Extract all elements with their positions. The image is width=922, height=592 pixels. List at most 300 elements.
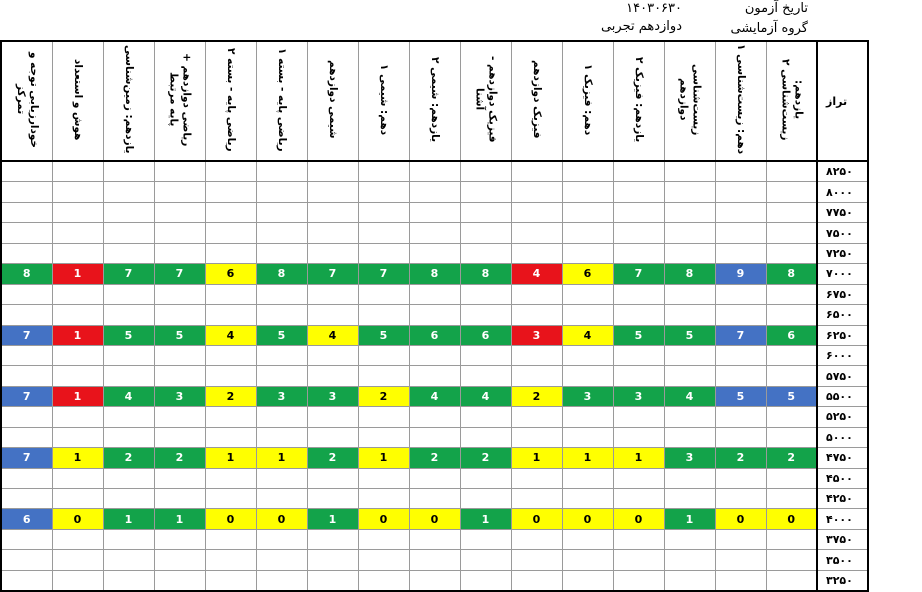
grade-cell: [715, 223, 766, 243]
grade-cell: 3: [511, 325, 562, 345]
grade-cell: [1, 427, 52, 447]
grade-cell: [205, 243, 256, 263]
table-row: [1, 161, 868, 182]
grade-cell: [154, 243, 205, 263]
subject-header: [1, 41, 52, 161]
grade-cell: 7: [1, 448, 52, 468]
subject-header: [715, 41, 766, 161]
grade-cell: [52, 243, 103, 263]
grade-cell: [358, 529, 409, 549]
grade-cell: [307, 243, 358, 263]
grade-cell: 1: [256, 448, 307, 468]
grade-cell: [715, 570, 766, 591]
grade-cell: 5: [613, 325, 664, 345]
grade-cell: 6: [1, 509, 52, 529]
grade-cell: [358, 305, 409, 325]
grade-cell: 1: [205, 448, 256, 468]
score-value: ۵۵۰۰: [817, 386, 868, 406]
grade-cell: [307, 427, 358, 447]
grade-cell: [460, 161, 511, 182]
grade-cell: [613, 468, 664, 488]
grade-cell: 4: [409, 386, 460, 406]
grade-cell: 8: [409, 264, 460, 284]
grade-cell: [256, 570, 307, 591]
grade-cell: 3: [307, 386, 358, 406]
subject-header-label: دهم: شیمی ۱: [378, 63, 390, 136]
grade-cell: 6: [562, 264, 613, 284]
subject-header-label: یازدهم: زمین‌شناسی: [123, 45, 135, 154]
grade-cell: 4: [460, 386, 511, 406]
grade-cell: [256, 550, 307, 570]
grade-cell: [766, 345, 817, 365]
grade-cell: [409, 202, 460, 222]
grade-cell: [664, 305, 715, 325]
grade-cell: [460, 305, 511, 325]
grade-cell: [154, 202, 205, 222]
grade-cell: [307, 284, 358, 304]
grade-cell: [715, 407, 766, 427]
grade-cell: [256, 345, 307, 365]
grade-cell: [409, 366, 460, 386]
grade-cell: [613, 202, 664, 222]
grade-cell: [562, 468, 613, 488]
grade-cell: [307, 407, 358, 427]
grade-cell: [562, 489, 613, 509]
table-row: [1, 243, 868, 263]
subject-header: [613, 41, 664, 161]
subject-header-label: فیزیک دوازدهم: [531, 60, 543, 139]
score-value: ۳۵۰۰: [817, 550, 868, 570]
table-row: [1, 550, 868, 570]
grade-cell: [103, 468, 154, 488]
grade-cell: [409, 468, 460, 488]
grade-cell: [613, 366, 664, 386]
grade-cell: [154, 550, 205, 570]
grade-cell: [460, 529, 511, 549]
grade-cell: [613, 570, 664, 591]
grade-cell: [715, 366, 766, 386]
table-row: [1, 202, 868, 222]
grade-cell: [460, 243, 511, 263]
grade-cell: 0: [715, 509, 766, 529]
grade-cell: [409, 345, 460, 365]
grade-cell: 7: [154, 264, 205, 284]
subject-header-label: ریاضی پایه - بسته ۲: [225, 47, 237, 152]
grade-cell: 3: [154, 386, 205, 406]
grade-cell: [715, 345, 766, 365]
table-row: [1, 366, 868, 386]
grade-cell: 1: [511, 448, 562, 468]
grade-cell: [103, 345, 154, 365]
grade-cell: [307, 468, 358, 488]
grade-cell: [511, 366, 562, 386]
grade-cell: [613, 305, 664, 325]
subject-header: [511, 41, 562, 161]
table-row: [1, 448, 868, 468]
grade-cell: [460, 407, 511, 427]
grade-cell: [307, 529, 358, 549]
grade-cell: [715, 202, 766, 222]
grade-cell: [1, 223, 52, 243]
grade-cell: 8: [766, 264, 817, 284]
grade-cell: [256, 284, 307, 304]
table-row: [1, 284, 868, 304]
grade-cell: [766, 407, 817, 427]
grade-cell: [664, 182, 715, 202]
grade-cell: [52, 223, 103, 243]
grade-cell: [307, 182, 358, 202]
table-header-row: [1, 41, 868, 161]
grade-cell: [766, 161, 817, 182]
score-value: ۴۵۰۰: [817, 468, 868, 488]
grade-cell: 0: [562, 509, 613, 529]
grade-cell: [766, 550, 817, 570]
grade-cell: [613, 550, 664, 570]
grade-cell: [1, 161, 52, 182]
grade-cell: [1, 305, 52, 325]
grade-cell: [307, 345, 358, 365]
grade-cell: 6: [409, 325, 460, 345]
subject-header: [766, 41, 817, 161]
grade-cell: [409, 427, 460, 447]
grade-cell: 8: [256, 264, 307, 284]
grade-cell: 0: [409, 509, 460, 529]
subject-header: [409, 41, 460, 161]
grade-cell: [52, 366, 103, 386]
grade-cell: [103, 427, 154, 447]
grade-cell: [205, 550, 256, 570]
grade-cell: 7: [613, 264, 664, 284]
table-row: [1, 305, 868, 325]
grade-cell: [613, 284, 664, 304]
grade-cell: [205, 427, 256, 447]
grade-cell: [103, 529, 154, 549]
grade-cell: [205, 366, 256, 386]
grade-cell: [613, 427, 664, 447]
grade-cell: [307, 161, 358, 182]
grade-cell: 8: [664, 264, 715, 284]
grade-cell: [256, 366, 307, 386]
grade-cell: [511, 223, 562, 243]
grade-cell: 0: [256, 509, 307, 529]
grade-cell: [664, 427, 715, 447]
grade-cell: 4: [562, 325, 613, 345]
score-value: ۳۷۵۰: [817, 529, 868, 549]
grade-cell: [460, 427, 511, 447]
table-row: [1, 529, 868, 549]
grade-cell: [511, 427, 562, 447]
grade-cell: 7: [307, 264, 358, 284]
grade-cell: [154, 427, 205, 447]
exam-date-value: ۱۴۰۳۰۶۳۰: [626, 1, 682, 16]
grade-cell: [511, 182, 562, 202]
score-value: ۶۷۵۰: [817, 284, 868, 304]
grade-cell: 1: [664, 509, 715, 529]
grade-cell: [256, 529, 307, 549]
grade-cell: [511, 202, 562, 222]
grade-cell: [562, 284, 613, 304]
grade-cell: [256, 223, 307, 243]
grade-cell: [154, 366, 205, 386]
grade-cell: 0: [766, 509, 817, 529]
table-row: [1, 427, 868, 447]
grade-cell: [205, 529, 256, 549]
grade-cell: [562, 182, 613, 202]
grade-cell: [52, 427, 103, 447]
grade-cell: 2: [154, 448, 205, 468]
grade-cell: [511, 570, 562, 591]
grade-cell: [52, 161, 103, 182]
table-row: [1, 386, 868, 406]
grade-cell: 0: [52, 509, 103, 529]
grade-cell: [256, 161, 307, 182]
grade-cell: [52, 284, 103, 304]
subject-header: [307, 41, 358, 161]
grade-cell: [664, 489, 715, 509]
grade-cell: 5: [154, 325, 205, 345]
score-value: ۳۲۵۰: [817, 570, 868, 591]
grade-cell: 8: [460, 264, 511, 284]
subject-header-label: دهم: فیزیک ۱: [582, 63, 594, 136]
table-row: [1, 264, 868, 284]
table-row: [1, 509, 868, 529]
grade-cell: [1, 366, 52, 386]
grade-cell: [715, 427, 766, 447]
grade-cell: [562, 202, 613, 222]
grade-cell: 2: [715, 448, 766, 468]
grade-cell: [1, 202, 52, 222]
grade-cell: [358, 489, 409, 509]
grade-cell: 1: [52, 264, 103, 284]
grade-cell: [256, 489, 307, 509]
table-row: [1, 407, 868, 427]
score-value: ۴۲۵۰: [817, 489, 868, 509]
grade-cell: [205, 345, 256, 365]
grade-cell: [52, 182, 103, 202]
grade-cell: 5: [715, 386, 766, 406]
grade-cell: [460, 366, 511, 386]
grade-cell: [205, 489, 256, 509]
grade-cell: [766, 243, 817, 263]
subject-header: [256, 41, 307, 161]
grade-cell: [562, 223, 613, 243]
grade-cell: [358, 284, 409, 304]
subject-header-label: ریاضی پایه - بسته ۱: [276, 47, 288, 152]
grade-cell: 3: [256, 386, 307, 406]
grade-cell: [154, 305, 205, 325]
grade-cell: [154, 407, 205, 427]
subject-header-label: خودارزیابی توجه و تمرکز: [14, 51, 40, 148]
grade-cell: [664, 529, 715, 549]
grade-cell: 2: [511, 386, 562, 406]
grade-cell: [103, 489, 154, 509]
grade-cell: [1, 182, 52, 202]
score-value: ۴۷۵۰: [817, 448, 868, 468]
subject-header-label: دهم: زیست‌شناسی ۱: [735, 44, 747, 155]
exam-group-value: دوازدهم تجربی: [600, 19, 682, 34]
grade-cell: [154, 529, 205, 549]
grade-cell: [664, 345, 715, 365]
grade-cell: [52, 202, 103, 222]
subject-header-label: ریاضی دوازدهم + پایه مرتبط: [167, 52, 193, 147]
grade-cell: [409, 284, 460, 304]
grade-cell: [460, 468, 511, 488]
subject-header: [460, 41, 511, 161]
grade-cell: [256, 182, 307, 202]
grade-cell: [664, 243, 715, 263]
grade-cell: 2: [103, 448, 154, 468]
grade-cell: [205, 223, 256, 243]
subject-header: [154, 41, 205, 161]
grade-cell: 1: [103, 509, 154, 529]
grade-cell: 2: [409, 448, 460, 468]
grade-cell: [154, 468, 205, 488]
grade-cell: [409, 161, 460, 182]
grade-cell: [358, 366, 409, 386]
grade-cell: 7: [358, 264, 409, 284]
grade-cell: [307, 570, 358, 591]
grade-cell: [715, 243, 766, 263]
grade-cell: 0: [613, 509, 664, 529]
grade-cell: [460, 345, 511, 365]
grade-cell: [409, 529, 460, 549]
grade-cell: [409, 407, 460, 427]
grade-cell: [154, 284, 205, 304]
grade-cell: [307, 305, 358, 325]
grade-cell: [358, 468, 409, 488]
subject-header-label: فیزیک دوازدهم - آشنا: [473, 56, 499, 143]
grade-cell: [154, 182, 205, 202]
table-row: [1, 345, 868, 365]
grade-cell: 8: [1, 264, 52, 284]
score-column-header: تراز: [817, 41, 868, 161]
grade-cell: 5: [103, 325, 154, 345]
grade-cell: [766, 305, 817, 325]
grade-cell: [715, 284, 766, 304]
grade-cell: 1: [460, 509, 511, 529]
grade-cell: [205, 182, 256, 202]
grade-cell: [205, 407, 256, 427]
grade-cell: 5: [664, 325, 715, 345]
grade-cell: [715, 489, 766, 509]
grade-cell: [715, 182, 766, 202]
grade-cell: [613, 345, 664, 365]
grade-cell: [766, 182, 817, 202]
grade-cell: [664, 161, 715, 182]
grade-cell: [562, 243, 613, 263]
grade-cell: 4: [103, 386, 154, 406]
grade-cell: 4: [664, 386, 715, 406]
grade-cell: [409, 223, 460, 243]
grade-cell: 6: [460, 325, 511, 345]
grade-cell: [613, 489, 664, 509]
grade-cell: [205, 161, 256, 182]
grade-cell: [460, 550, 511, 570]
grade-cell: [613, 223, 664, 243]
subject-header: [103, 41, 154, 161]
subject-header: [664, 41, 715, 161]
grade-cell: [460, 489, 511, 509]
grade-cell: [562, 407, 613, 427]
grade-cell: [511, 529, 562, 549]
table-row: [1, 182, 868, 202]
grade-cell: 2: [205, 386, 256, 406]
score-value: ۸۰۰۰: [817, 182, 868, 202]
subject-header-label: شیمی دوازدهم: [327, 60, 339, 139]
grade-cell: [409, 570, 460, 591]
grade-cell: 1: [154, 509, 205, 529]
grade-cell: [766, 529, 817, 549]
grade-cell: [715, 468, 766, 488]
grade-cell: [205, 284, 256, 304]
grade-cell: [103, 182, 154, 202]
grade-cell: [1, 550, 52, 570]
score-value: ۵۷۵۰: [817, 366, 868, 386]
grade-cell: [766, 468, 817, 488]
grade-cell: [613, 243, 664, 263]
grade-cell: [562, 529, 613, 549]
grade-cell: [460, 570, 511, 591]
grade-cell: [664, 468, 715, 488]
grade-cell: 2: [358, 386, 409, 406]
grade-cell: [664, 570, 715, 591]
grade-cell: [766, 570, 817, 591]
grade-cell: 0: [511, 509, 562, 529]
grade-cell: [103, 161, 154, 182]
grade-cell: [766, 427, 817, 447]
grade-cell: [358, 161, 409, 182]
grade-cell: [358, 223, 409, 243]
grade-cell: [52, 529, 103, 549]
grade-cell: [511, 243, 562, 263]
grade-cell: [664, 223, 715, 243]
grade-cell: [52, 570, 103, 591]
grade-cell: [562, 366, 613, 386]
grade-cell: [766, 489, 817, 509]
score-value: ۶۲۵۰: [817, 325, 868, 345]
grade-cell: [103, 366, 154, 386]
grade-cell: [52, 468, 103, 488]
table-row: [1, 468, 868, 488]
grade-cell: 1: [52, 448, 103, 468]
grade-cell: [103, 243, 154, 263]
grade-cell: [256, 243, 307, 263]
grade-cell: [1, 529, 52, 549]
grade-cell: [358, 345, 409, 365]
grade-cell: [358, 427, 409, 447]
grade-cell: [460, 182, 511, 202]
grade-cell: [205, 305, 256, 325]
grade-cell: [562, 305, 613, 325]
score-value: ۷۲۵۰: [817, 243, 868, 263]
grade-cell: [103, 223, 154, 243]
subject-header: [205, 41, 256, 161]
grade-cell: [103, 305, 154, 325]
score-value: ۶۵۰۰: [817, 305, 868, 325]
exam-date-label: تاریخ آزمون: [744, 1, 808, 16]
subject-header: [358, 41, 409, 161]
grade-cell: 7: [715, 325, 766, 345]
grade-cell: [256, 305, 307, 325]
grade-cell: [766, 284, 817, 304]
grade-cell: [52, 489, 103, 509]
grade-cell: [1, 468, 52, 488]
grade-cell: [511, 345, 562, 365]
grade-cell: 4: [307, 325, 358, 345]
grade-cell: [409, 550, 460, 570]
grade-cell: [664, 366, 715, 386]
grade-cell: [409, 305, 460, 325]
